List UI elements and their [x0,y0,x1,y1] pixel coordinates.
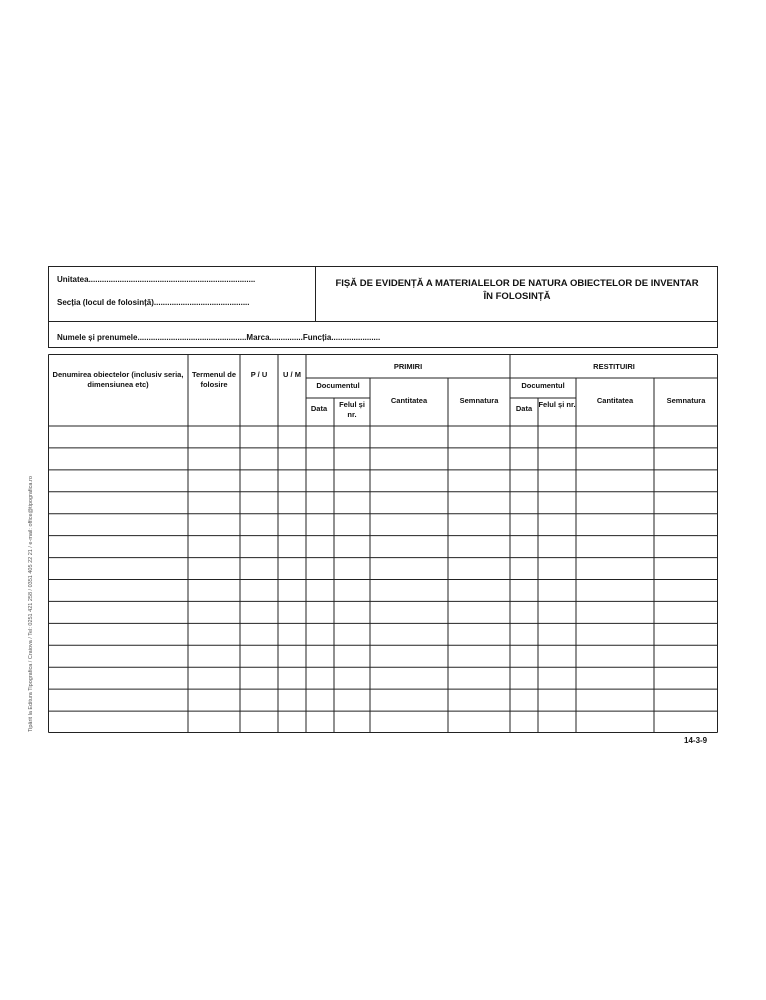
header-cantitatea-primiri: Cantitatea [390,396,428,405]
printer-imprint: Tipărit la Editura Tipografica / Craiova / Tel: 0251 421 258 / 0351 405 22 21 / e-mail: office@tipografica.ro [28,476,34,732]
header-documentul-primiri: Documentul [316,381,360,390]
name-label: Numele și prenumele [57,333,138,342]
table-grid-lines [48,354,718,733]
header-um: U / M [283,370,301,379]
header-semnatura-primiri: Semnatura [459,396,499,405]
mark-dots: ............... [269,333,303,342]
header-data-restituiri: Data [515,404,533,413]
function-label: Funcția [302,333,332,342]
mark-label: Marca [246,333,270,342]
header-primiri: PRIMIRI [393,362,423,371]
inventory-table [48,354,718,733]
form-code: 14-3-9 [684,736,708,745]
unit-label: Unitatea [57,275,89,284]
header-restituiri: RESTITUIRI [593,362,635,371]
unit-field [57,275,255,284]
header-divider-vertical [315,267,316,321]
unit-dots: ........................................................................... [88,275,256,284]
header-semnatura-restituiri: Semnatura [666,396,706,405]
section-label: Secția (locul de folosință) [57,298,154,307]
name-dots: ................................................. [137,333,247,342]
form-title [319,277,715,303]
form-header [48,266,718,348]
header-cantitatea-restituiri: Cantitatea [596,396,634,405]
header-documentul-restituiri: Documentul [521,381,565,390]
header-divider-horizontal [49,321,717,322]
function-dots: ...................... [331,333,381,342]
header-data-primiri: Data [310,404,328,413]
header-termenul: Termenul de folosire [191,370,237,389]
section-dots: ........................................... [153,298,250,307]
header-denumire: Denumirea obiectelor (inclusiv seria, dimensiunea etc) [52,370,184,389]
header-piu: P / U [250,370,268,379]
header-felul-primiri: Felul și nr. [339,400,365,419]
name-field [57,333,380,342]
header-felul-restituiri: Felul și nr. [538,400,576,409]
title-line-2: ÎN FOLOSINȚĂ [483,291,551,302]
section-field [57,298,249,307]
title-line-1: FIȘĂ DE EVIDENȚĂ A MATERIALELOR DE NATURA OBIECTELOR DE INVENTAR [335,278,699,289]
